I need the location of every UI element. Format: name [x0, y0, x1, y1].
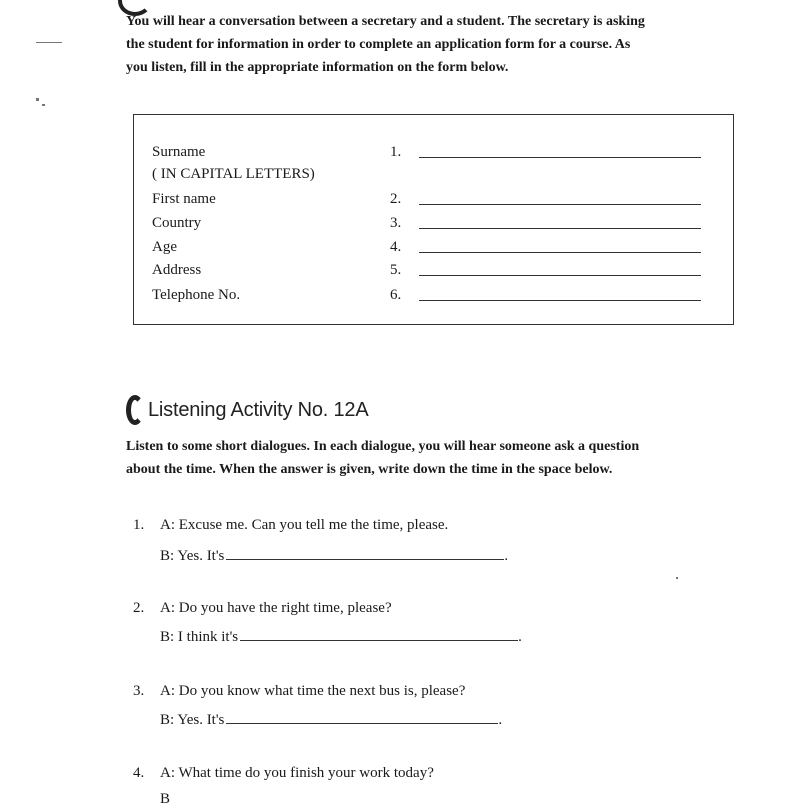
dialogue-number: 3.	[133, 683, 145, 699]
country-field[interactable]	[419, 228, 701, 229]
form-label: Age	[152, 239, 177, 255]
intro-line: You will hear a conversation between a secretary and a student. The secretary is asking	[126, 14, 645, 29]
answer-period: .	[504, 548, 509, 564]
dialogue-answer-prefix: B: Yes. It's	[160, 548, 225, 564]
form-label: ( IN CAPITAL LETTERS)	[152, 166, 315, 182]
dialogue-question: A: Do you have the right time, please?	[160, 600, 392, 616]
first-name-field[interactable]	[419, 204, 701, 205]
instruction-line: Listen to some short dialogues. In each dialogue, you will hear someone ask a question	[126, 439, 640, 454]
form-number: 5.	[390, 262, 402, 278]
dialogue-number: 1.	[133, 517, 145, 533]
dialogue-question: A: Do you know what time the next bus is, please?	[160, 683, 466, 699]
form-number: 4.	[390, 239, 402, 255]
age-field[interactable]	[419, 252, 701, 253]
form-label: First name	[152, 191, 216, 207]
intro-line: the student for information in order to complete an application form for a course. As	[126, 37, 631, 52]
scan-speck	[676, 577, 678, 579]
dialogue-answer-row	[160, 709, 502, 730]
section-heading	[126, 390, 368, 430]
answer-blank-3[interactable]	[226, 709, 498, 724]
dialogue-answer-row	[160, 789, 170, 809]
dialogue-answer-prefix: B: Yes. It's	[160, 712, 225, 728]
instruction-line: about the time. When the answer is given, write down the time in the space below.	[126, 462, 613, 477]
answer-blank-2[interactable]	[240, 626, 518, 641]
telephone-field[interactable]	[419, 300, 701, 301]
form-label: Surname	[152, 144, 206, 160]
section-title: Listening Activity No. 12A	[148, 398, 369, 421]
dialogue-number: 4.	[133, 765, 145, 781]
dialogue-question: A: Excuse me. Can you tell me the time, please.	[160, 517, 449, 533]
form-number: 2.	[390, 191, 402, 207]
instructions-paragraph	[126, 435, 756, 481]
surname-field[interactable]	[419, 157, 701, 158]
form-label: Telephone No.	[152, 287, 241, 303]
dialogue-answer-prefix: B	[160, 791, 171, 807]
dialogue-answer-row	[160, 626, 522, 647]
form-label: Address	[152, 262, 202, 278]
dialogue-number: 2.	[133, 600, 145, 616]
answer-period: .	[498, 712, 503, 728]
dialogue-question: A: What time do you finish your work today?	[160, 765, 434, 781]
dialogue-answer-prefix: B: I think it's	[160, 629, 239, 645]
form-number: 1.	[390, 144, 402, 160]
scan-speck	[42, 104, 45, 106]
form-number: 3.	[390, 215, 402, 231]
answer-blank-1[interactable]	[226, 545, 504, 560]
intro-paragraph	[126, 10, 756, 79]
dialogue-answer-row	[160, 545, 508, 566]
answer-period: .	[518, 629, 522, 645]
scan-speck	[36, 98, 39, 101]
bracket-icon	[126, 395, 144, 425]
intro-line: you listen, fill in the appropriate information on the form below.	[126, 60, 509, 75]
address-field[interactable]	[419, 275, 701, 276]
form-label: Country	[152, 215, 202, 231]
form-number: 6.	[390, 287, 402, 303]
scan-speck	[36, 42, 62, 43]
